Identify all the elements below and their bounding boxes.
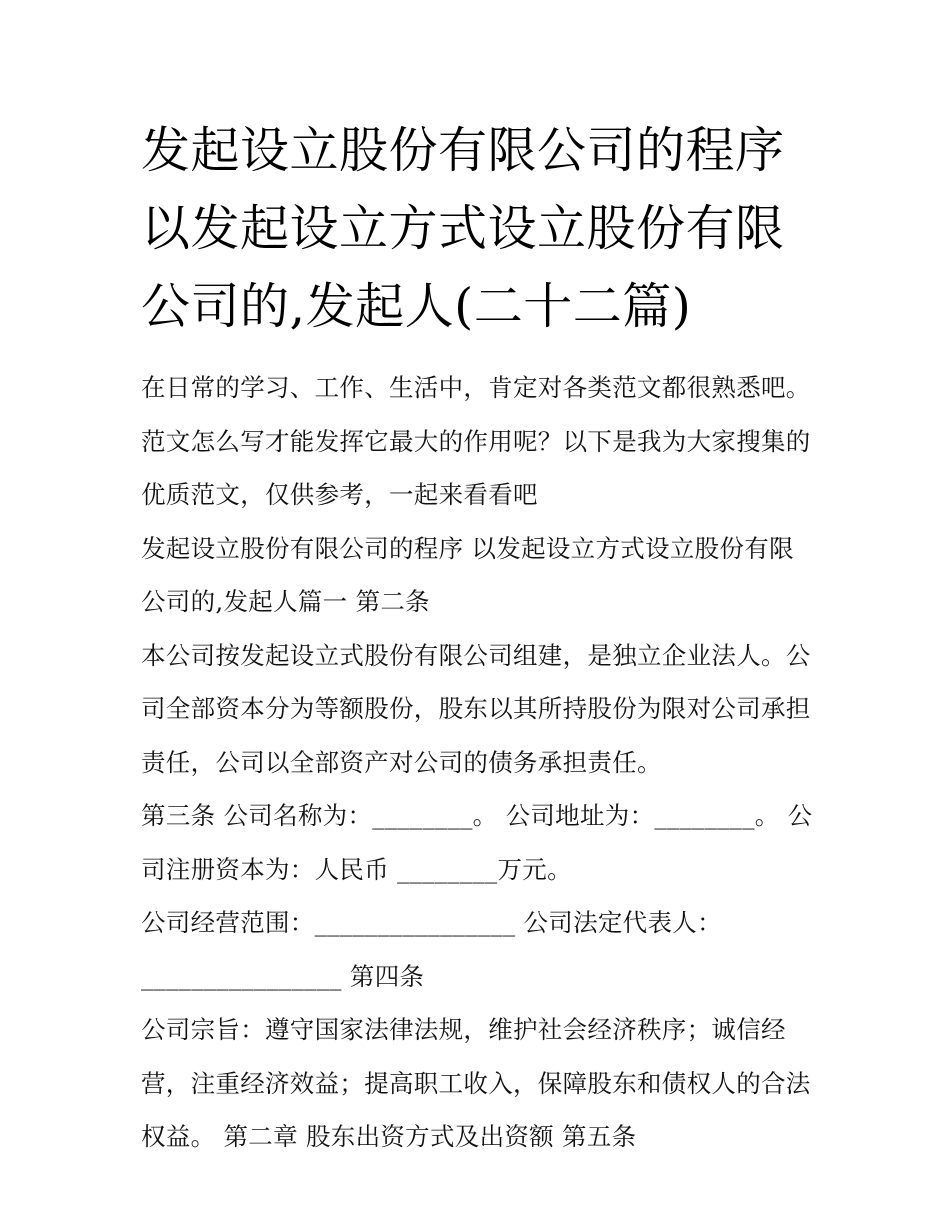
title-line: 发起设立股份有限公司的程序 — [141, 122, 785, 179]
text-line: 权益。 第二章 股东出资方式及出资额 第五条 — [141, 1122, 637, 1151]
text-line: 发起设立股份有限公司的程序 以发起设立方式设立股份有限 — [141, 533, 794, 563]
text-line: 范文怎么写才能发挥它最大的作用呢？以下是我为大家搜集的 — [141, 426, 811, 456]
text-line: 优质范文，仅供参考，一起来看看吧 — [141, 480, 538, 509]
text-line: 本公司按发起设立式股份有限公司组建，是独立企业法人。公 — [141, 640, 811, 670]
text-line: ________________ 第四条 — [141, 961, 425, 991]
purpose-paragraph — [141, 1003, 821, 1164]
section-heading-paragraph — [141, 522, 821, 629]
document-body — [141, 361, 821, 1164]
text-line: 第三条 公司名称为：________。 公司地址为：________。 公 — [141, 801, 813, 830]
document-title — [141, 112, 821, 346]
text-line: 公司经营范围：________________ 公司法定代表人： — [141, 908, 722, 937]
article-2-paragraph — [141, 629, 821, 790]
text-line: 公司宗旨：遵守国家法律法规，维护社会经济秩序；诚信经 — [141, 1015, 786, 1044]
business-scope-paragraph — [141, 896, 821, 1003]
document-page — [141, 112, 821, 1164]
text-line: 司注册资本为：人民币 ________万元。 — [141, 854, 572, 884]
text-line: 责任，公司以全部资产对公司的债务承担责任。 — [141, 747, 662, 777]
article-3-paragraph — [141, 789, 821, 896]
text-line: 在日常的学习、工作、生活中，肯定对各类范文都很熟悉吧。 — [141, 373, 811, 402]
intro-paragraph — [141, 361, 821, 522]
text-line: 公司的,发起人篇一 第二条 — [141, 587, 430, 616]
title-line: 以发起设立方式设立股份有限 — [141, 200, 785, 257]
text-line: 司全部资本分为等额股份，股东以其所持股份为限对公司承担 — [141, 694, 811, 723]
text-line: 营，注重经济效益；提高职工收入，保障股东和债权人的合法 — [141, 1068, 811, 1098]
title-line: 公司的,发起人(二十二篇) — [141, 278, 692, 335]
